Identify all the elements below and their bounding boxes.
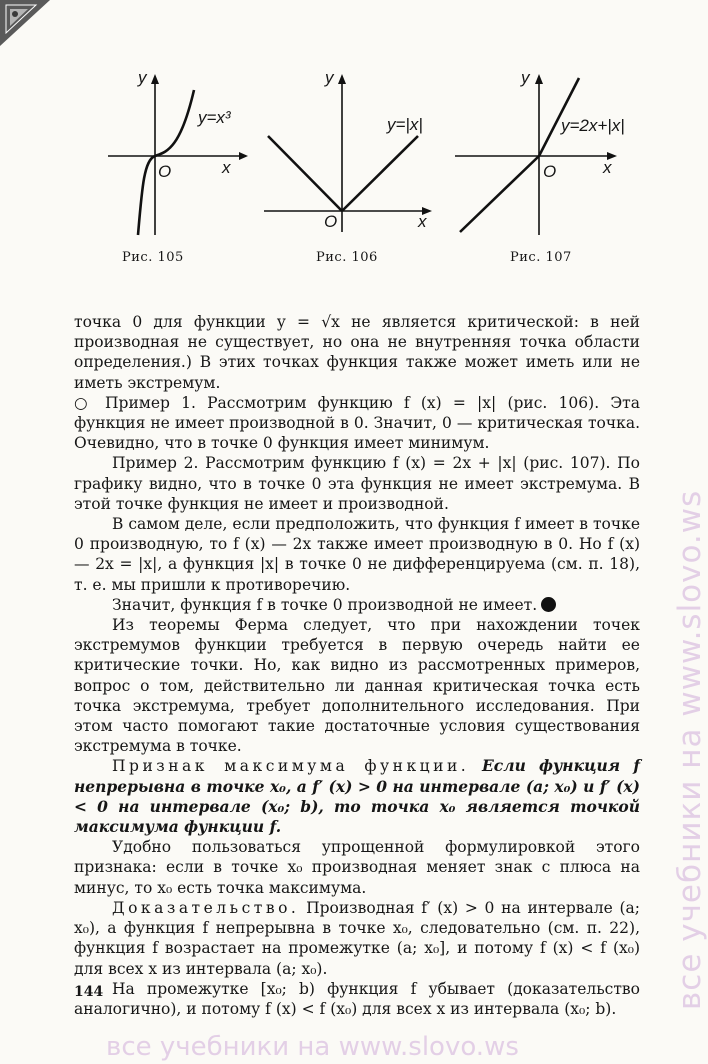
y-axis-label: y xyxy=(325,68,334,87)
function-label: y=|x| xyxy=(387,115,423,134)
x-axis-label: x xyxy=(418,212,427,231)
proof xyxy=(74,898,640,979)
caption-106: Рис. 106 xyxy=(316,250,378,265)
watermark-side: все учебники на www.slovo.ws xyxy=(672,489,708,1010)
function-label: y=x³ xyxy=(198,108,231,127)
figure-105 xyxy=(108,70,258,240)
caption-105: Рис. 105 xyxy=(122,250,184,265)
page-number: 144 xyxy=(74,984,104,1000)
graph-2x-plus-abs xyxy=(455,70,625,240)
graph-abs xyxy=(262,70,437,240)
figure-106 xyxy=(262,70,437,240)
conclusion-line xyxy=(74,595,640,615)
paragraph: В самом деле, если предположить, что функция f имеет в точке 0 производную, то f (x) — 2x также имеет производную в 0. Но f (x) — 2x = |x|, а функция |x| в точке 0 не дифференцируема (см. п. 18), т. е. мы пришли к противоречию. xyxy=(74,515,640,594)
paragraph: Из теоремы Ферма следует, что при нахождении точек экстремумов функции требуется в первую очередь найти ее критические точки. Но, как видно из рассмотренных примеров, вопрос о том, действительно ли данная критическая точка есть точка экстремума, требует дополнительного исследования. При этом часто помогают такие достаточные условия существования экстремума в точке. xyxy=(74,616,640,756)
example-2: Пример 2. Рассмотрим функцию f (x) = 2x + |x| (рис. 107). По графику видно, что в точке 0 эта функция не имеет экстремума. В этой точке функция не имеет и производной. xyxy=(74,454,640,513)
figure-107 xyxy=(455,70,625,240)
y-axis-label: y xyxy=(138,68,147,87)
origin-label: O xyxy=(543,162,557,181)
paragraph: Удобно пользоваться упрощенной формулировкой этого признака: если в точке x₀ производная меняет знак с плюса на минус, то x₀ есть точка максимума. xyxy=(74,838,640,897)
example-1: ○ Пример 1. Рассмотрим функцию f (x) = |x| (рис. 106). Эта функция не имеет производной в 0. Значит, 0 — критическая точка. Очевидно, что в точке 0 функция имеет минимум. xyxy=(74,393,640,453)
paragraph: На промежутке [x₀; b) функция f убывает (доказательство аналогично), и потому f (x) < f (x₀) для всех x из интервала (x₀; b). xyxy=(74,979,640,1018)
x-axis-label: x xyxy=(222,158,231,177)
proof-text: Производная f′ (x) > 0 на интервале (a; x₀), а функция f непрерывна в точке x₀, следовательно (см. п. 22), функция f возрастает на промежутке (a; x₀], и потому f (x) < f (x₀) для всех x из интервала (a; x₀). xyxy=(74,898,640,978)
x-axis-label: x xyxy=(603,158,612,177)
origin-label: O xyxy=(158,162,172,181)
paragraph: точка 0 для функции y = √x не является критической: в ней производная не существует, но она не внутренняя точка области определения.) В этих точках функция также может иметь или не иметь экстремум. xyxy=(74,313,640,392)
theorem xyxy=(74,756,640,837)
watermark-bottom: все учебники на www.slovo.ws xyxy=(106,1032,519,1062)
y-axis-label: y xyxy=(521,68,530,87)
theorem-title: Признак максимума функции. xyxy=(112,757,470,776)
graph-cubic xyxy=(108,70,258,240)
page-body xyxy=(74,312,640,1019)
function-label: y=2x+|x| xyxy=(561,116,625,135)
corner-ornament xyxy=(0,0,50,46)
proof-title: Доказательство. xyxy=(112,898,300,917)
conclusion-text: Значит, функция f в точке 0 производной не имеет. xyxy=(112,595,538,614)
end-of-proof-icon xyxy=(541,597,556,612)
caption-107: Рис. 107 xyxy=(510,250,572,265)
origin-label: O xyxy=(324,212,338,231)
theorem-statement: Если функция f непрерывна в точке x₀, а f′ (x) > 0 на интервале (a; x₀) и f′ (x) < 0 на интервале (x₀; b), то точка x₀ является точкой максимума функции f. xyxy=(74,756,640,837)
